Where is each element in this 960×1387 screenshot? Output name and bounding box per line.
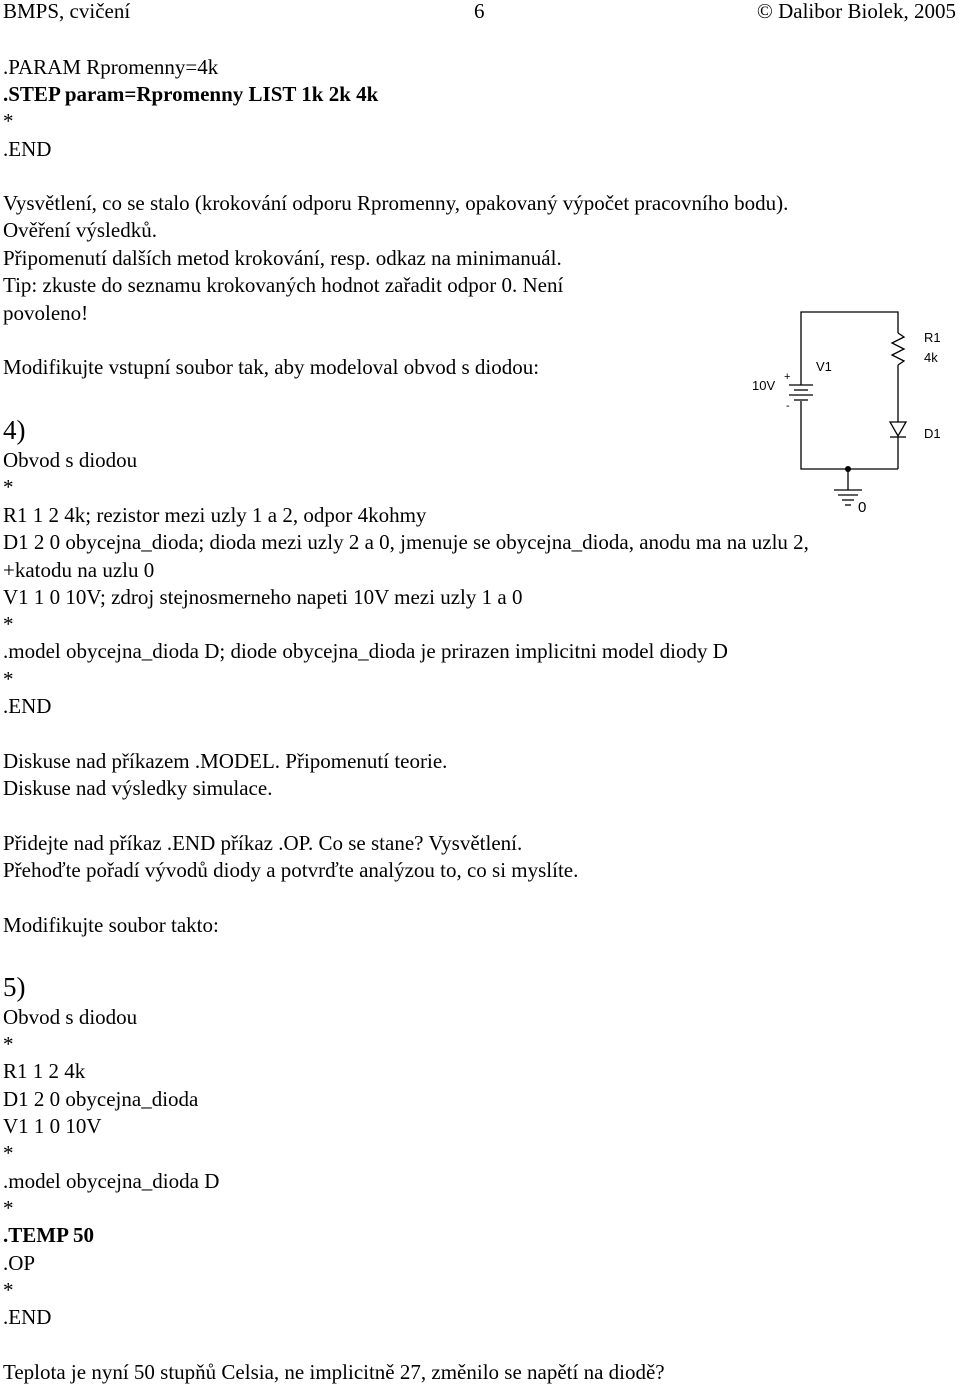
header-course: BMPS, cvičení <box>3 0 131 23</box>
code-line: .PARAM Rpromenny=4k <box>3 55 219 79</box>
paragraph-line: Tip: zkuste do seznamu krokovaných hodnot zařadit odpor 0. Není <box>3 273 564 297</box>
header-copyright: © Dalibor Biolek, 2005 <box>756 0 956 23</box>
code-line: * <box>3 612 14 636</box>
paragraph-line: Modifikujte vstupní soubor tak, aby modeloval obvod s diodou: <box>3 355 540 379</box>
code-line: D1 2 0 obycejna_dioda <box>3 1087 199 1111</box>
code-line: * <box>3 475 14 499</box>
code-line: * <box>3 1196 14 1220</box>
paragraph-line: povoleno! <box>3 301 89 325</box>
circuit-diagram <box>740 305 955 520</box>
paragraph-line: Přehoďte pořadí vývodů diody a potvrďte analýzou to, co si myslíte. <box>3 858 579 882</box>
wire-top <box>801 312 898 385</box>
code-line: R1 1 2 4k <box>3 1059 86 1083</box>
code-line: .TEMP 50 <box>3 1223 95 1247</box>
code-line: D1 2 0 obycejna_dioda; dioda mezi uzly 2 a 0, jmenuje se obycejna_dioda, anodu ma na uzlu 2, <box>3 530 809 554</box>
section-heading-5: 5) <box>3 972 26 1002</box>
paragraph-line: Ověření výsledků. <box>3 218 157 242</box>
header-page-number: 6 <box>474 0 485 23</box>
ground-node-label: 0 <box>858 499 867 516</box>
paragraph-line: Diskuse nad příkazem .MODEL. Připomenutí teorie. <box>3 749 448 773</box>
code-line: .STEP param=Rpromenny LIST 1k 2k 4k <box>3 82 379 106</box>
code-line: .END <box>3 1305 52 1329</box>
code-line: * <box>3 109 14 133</box>
resistor-r1-symbol <box>892 333 904 365</box>
v1-value-label: 10V <box>752 378 776 393</box>
code-line: .END <box>3 694 52 718</box>
code-line: * <box>3 1141 14 1165</box>
paragraph-line: Vysvětlení, co se stalo (krokování odporu Rpromenny, opakovaný výpočet pracovního bodu). <box>3 191 789 215</box>
code-line: Obvod s diodou <box>3 448 138 472</box>
code-line: * <box>3 667 14 691</box>
v1-name-label: V1 <box>816 359 832 374</box>
paragraph-line: Připomenutí dalších metod krokování, resp. odkaz na minimanuál. <box>3 246 562 270</box>
r1-name-label: R1 <box>924 330 941 345</box>
diode-d1-symbol <box>890 422 906 436</box>
section-heading-4: 4) <box>3 415 26 445</box>
paragraph-line: Diskuse nad výsledky simulace. <box>3 776 273 800</box>
v1-minus-label: - <box>786 400 790 412</box>
code-line: .model obycejna_dioda D <box>3 1169 220 1193</box>
d1-name-label: D1 <box>924 426 941 441</box>
ground-node-dot <box>845 466 851 472</box>
paragraph-line: Přidejte nad příkaz .END příkaz .OP. Co se stane? Vysvětlení. <box>3 831 523 855</box>
paragraph-line: Modifikujte soubor takto: <box>3 913 219 937</box>
r1-value-label: 4k <box>924 350 938 365</box>
code-line: .END <box>3 137 52 161</box>
code-line: * <box>3 1032 14 1056</box>
code-line: * <box>3 1278 14 1302</box>
code-line: V1 1 0 10V <box>3 1114 102 1138</box>
code-line: .OP <box>3 1251 36 1275</box>
wire-bottom <box>801 401 898 469</box>
code-line: R1 1 2 4k; rezistor mezi uzly 1 a 2, odpor 4kohmy <box>3 503 427 527</box>
v1-plus-label: + <box>784 371 791 383</box>
code-line: Obvod s diodou <box>3 1005 138 1029</box>
code-line: +katodu na uzlu 0 <box>3 558 155 582</box>
paragraph-line: Teplota je nyní 50 stupňů Celsia, ne implicitně 27, změnilo se napětí na diodě? <box>3 1360 665 1384</box>
code-line: .model obycejna_dioda D; diode obycejna_dioda je prirazen implicitni model diody D <box>3 639 728 663</box>
code-line: V1 1 0 10V; zdroj stejnosmerneho napeti 10V mezi uzly 1 a 0 <box>3 585 523 609</box>
